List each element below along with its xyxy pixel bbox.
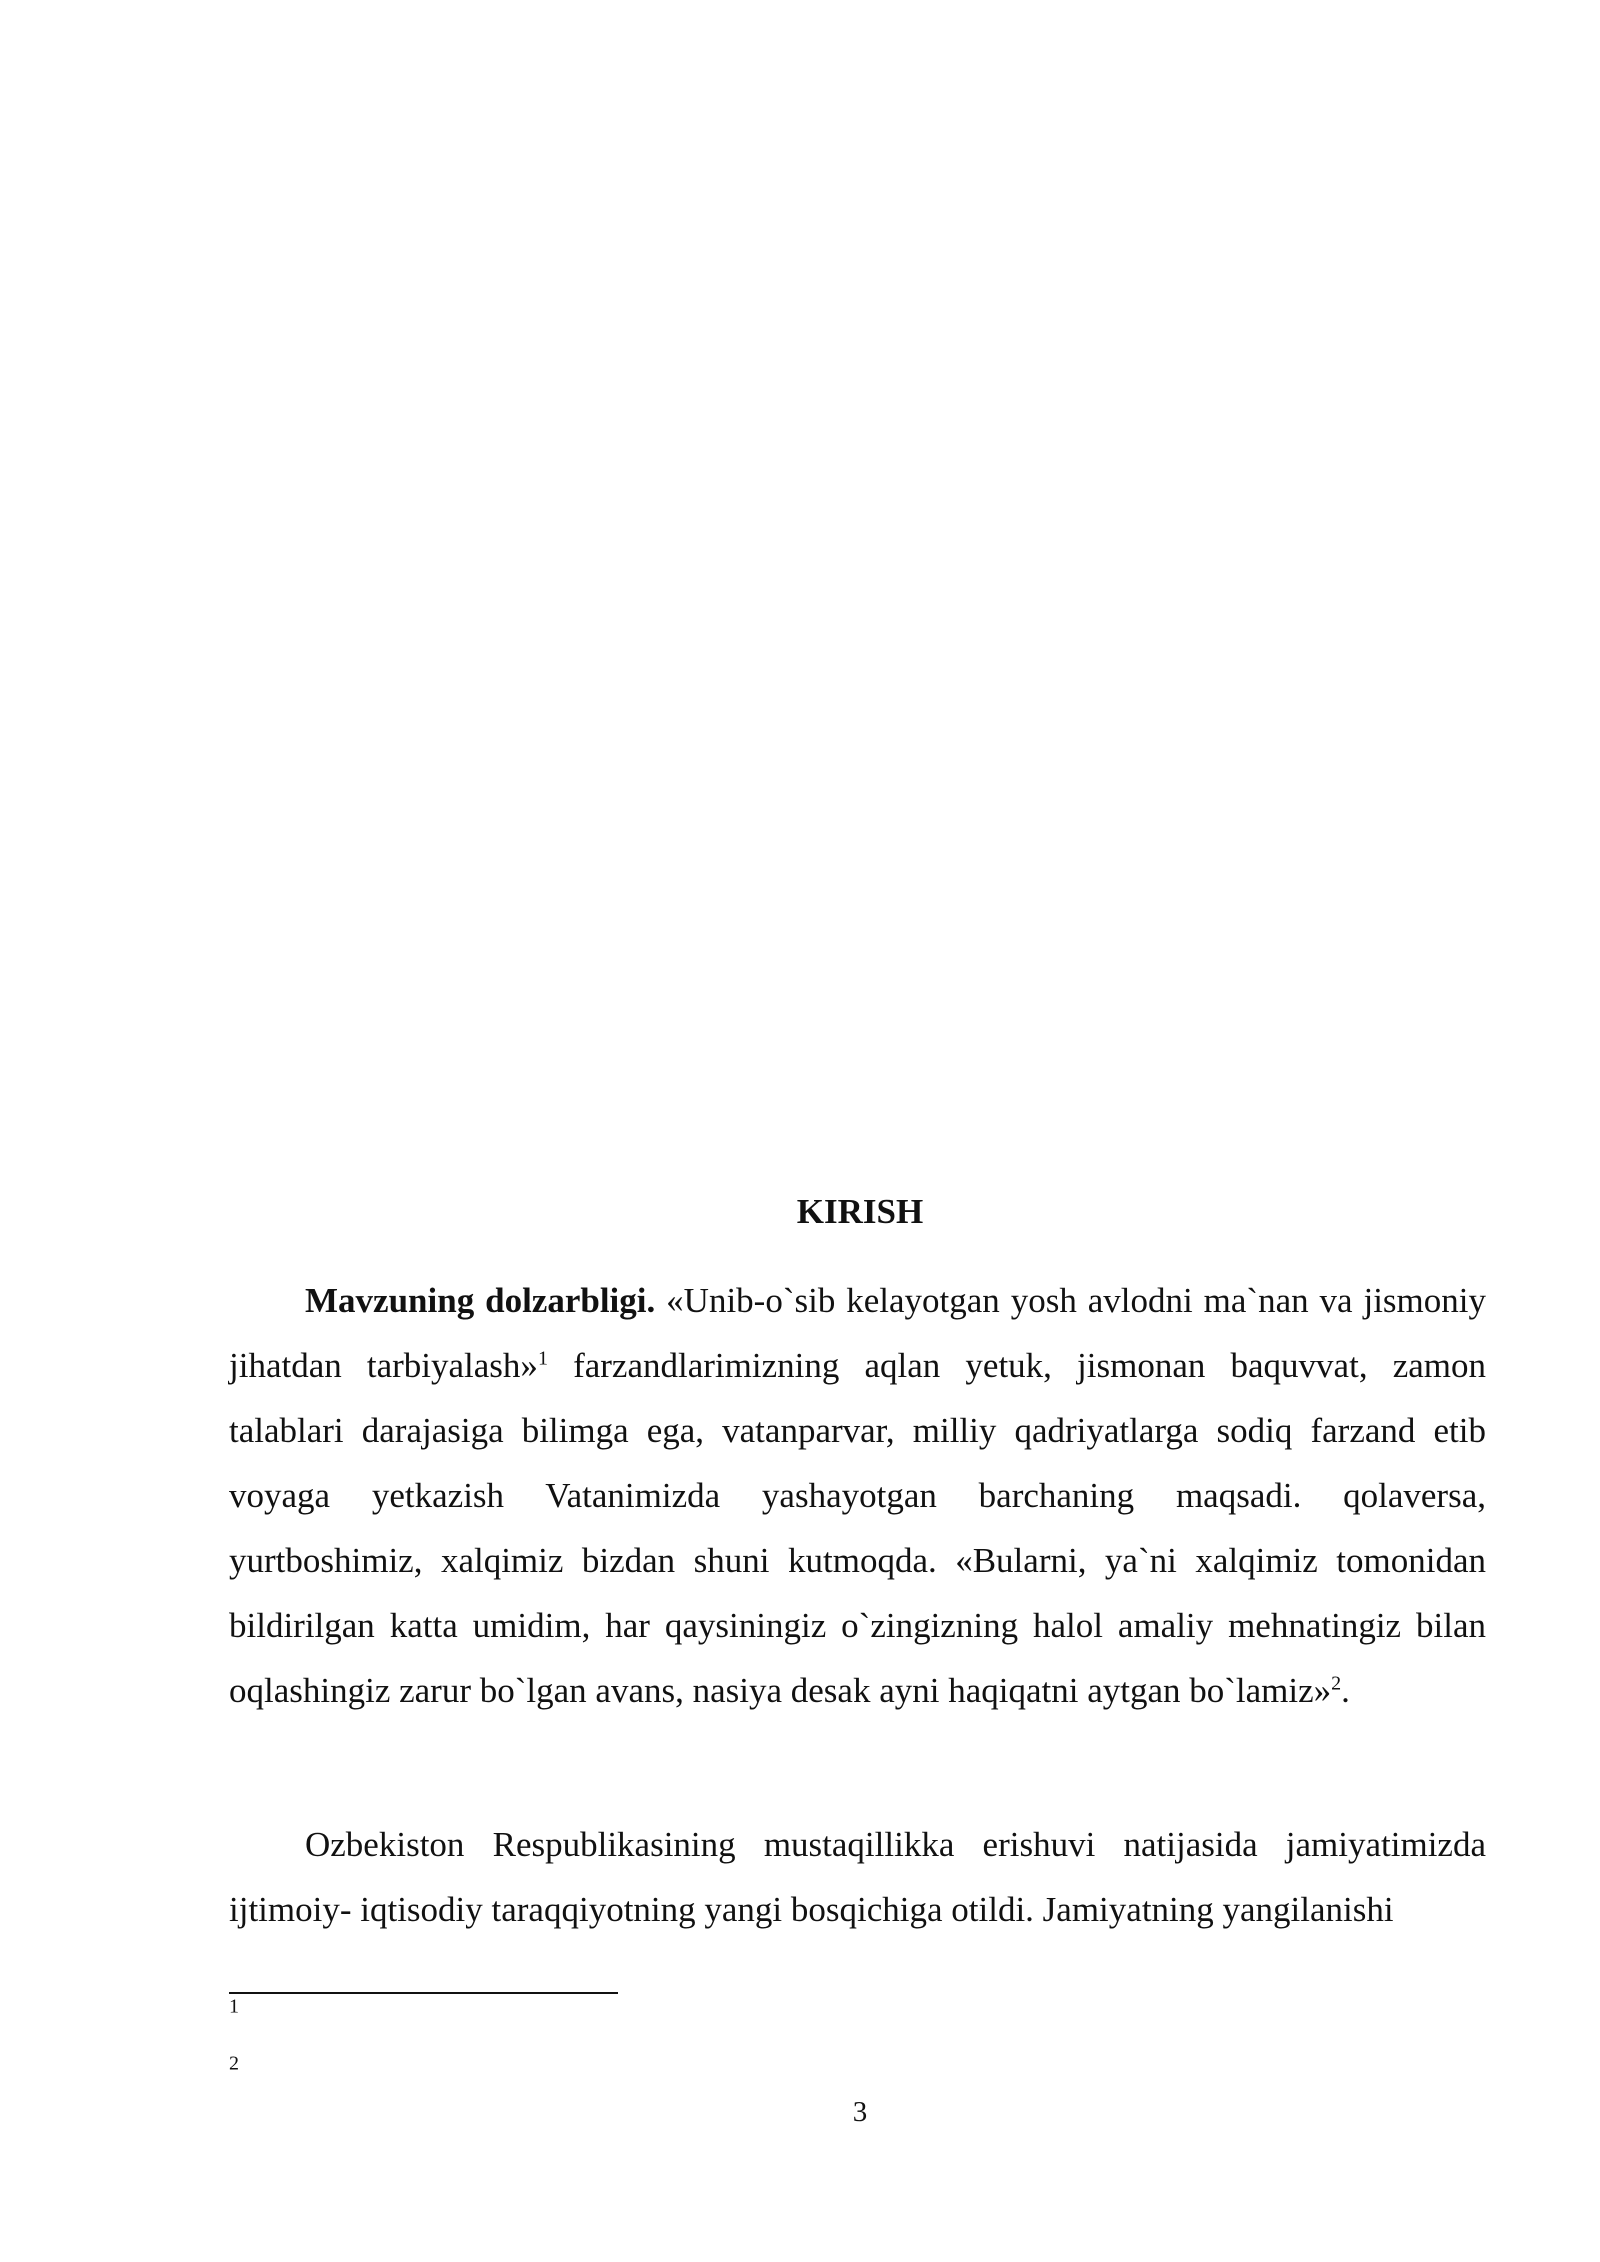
footnote-number: 1 xyxy=(229,1995,239,2018)
paragraph-relevance xyxy=(229,1268,1486,1723)
section-heading: KIRISH xyxy=(796,1192,924,1231)
paragraph-independence: Ozbekiston Respublikasining mustaqillikka erishuvi natijasida jamiyatimizda ijtimoiy- iqtisodiy taraqqiyotning yangi bosqichiga otildi. Jamiyatning yangilanishi xyxy=(229,1825,1486,1929)
paragraph-text-segment: farzandlarimizning aqlan yetuk, jismonan baquvvat, zamon talablari darajasiga bilimga ega, vatanparvar, milliy qadriyatlarga sodiq farzand etib voyaga yetkazish Vatanimizda yashayotgan barchaning maqsadi. qolaversa, yurtboshimiz, xalqimiz bizdan shuni kutmoqda. «Bularni, ya`ni xalqimiz tomonidan bildirilgan katta umidim, har qaysiningiz o`zingizning halol amaliy mehnatingiz bilan oqlashingiz zarur bo`lgan avans, nasiya desak ayni haqiqatni aytgan bo`lamiz» xyxy=(229,1346,1486,1710)
footnote-number: 2 xyxy=(229,2052,239,2075)
footnote-separator xyxy=(229,1992,618,1994)
footnote-2 xyxy=(229,2052,239,2081)
footnote-1 xyxy=(229,1995,239,2024)
paragraph-lead-bold: Mavzuning dolzarbligi. xyxy=(305,1281,656,1320)
footnote-reference-1[interactable]: 1 xyxy=(537,1347,548,1370)
paragraph-text-segment: . xyxy=(1341,1671,1350,1710)
footnote-reference-2[interactable]: 2 xyxy=(1331,1672,1342,1695)
paragraph-text-segment: «Unib-o`sib kelayotgan yosh avlodni ma`nan va jismoniy jihatdan tarbiyalash» xyxy=(229,1281,1487,1385)
page-number: 3 xyxy=(852,2096,868,2128)
